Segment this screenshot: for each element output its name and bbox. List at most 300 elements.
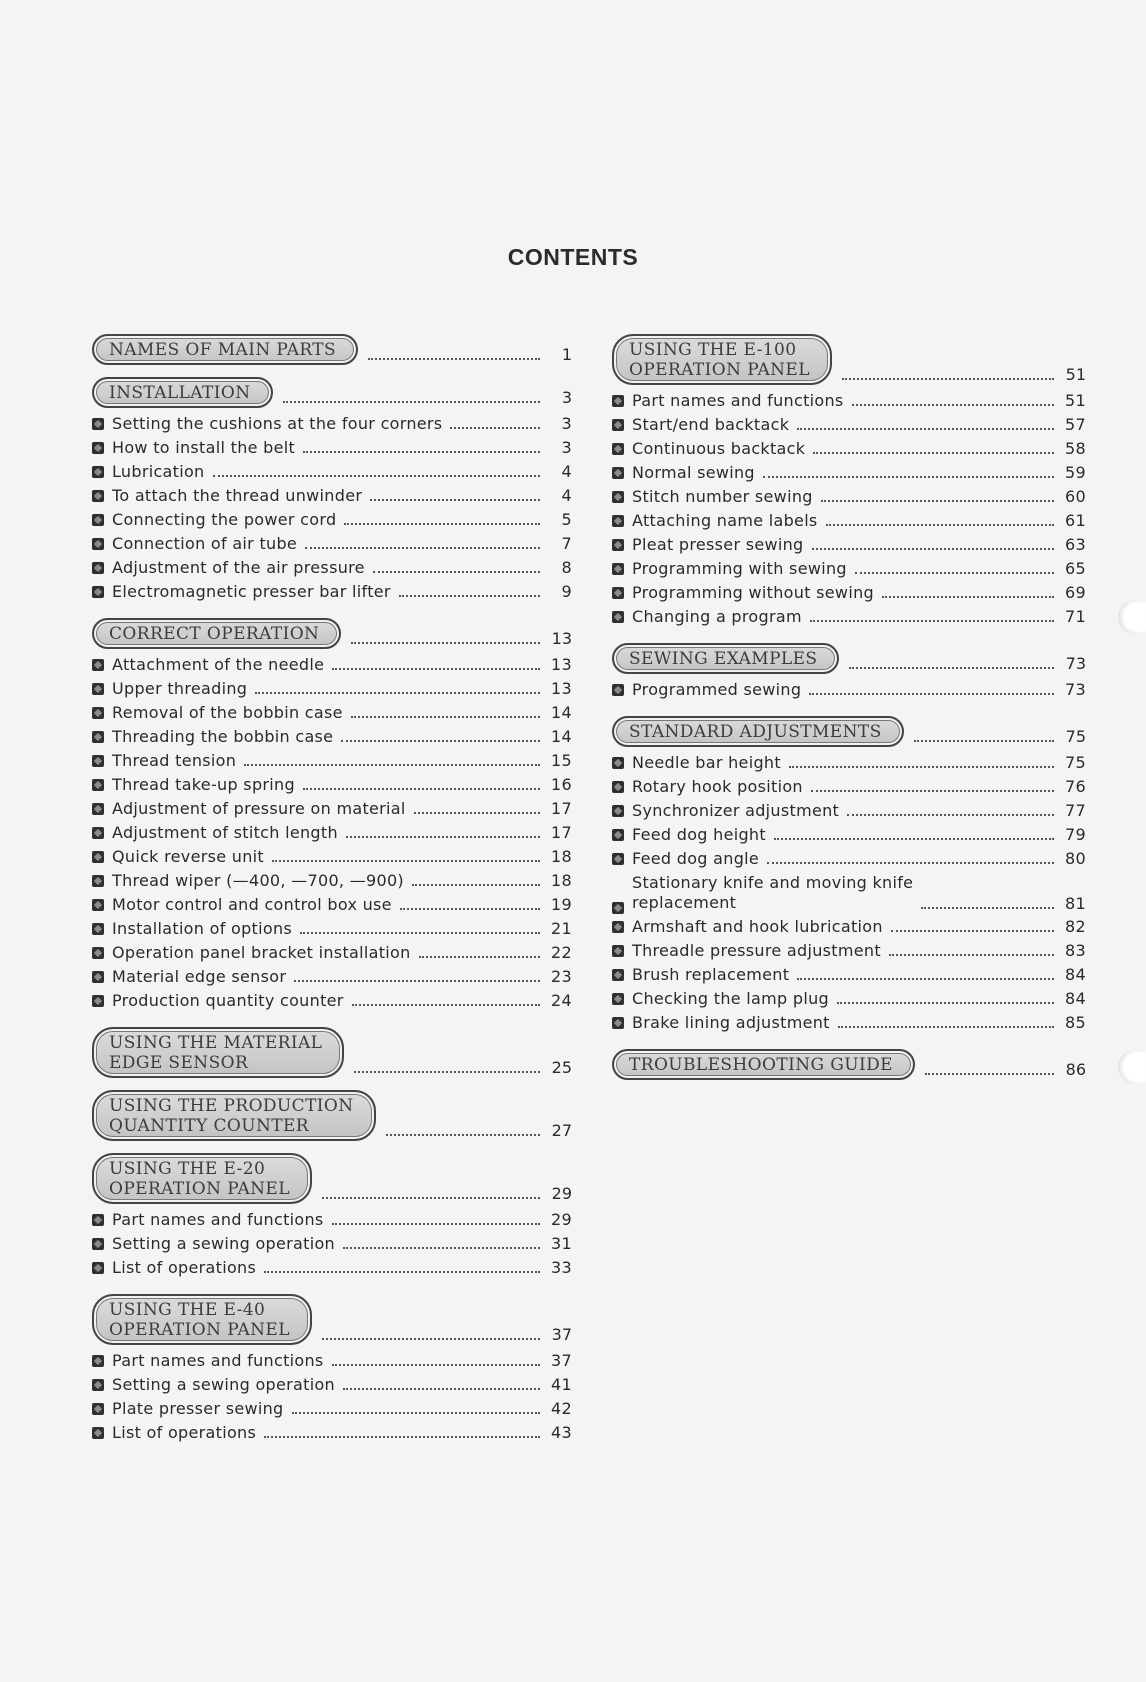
entry-page-number: 60: [1065, 487, 1086, 506]
section-title-banner: SEWING EXAMPLES: [612, 643, 839, 674]
bullet-icon: [612, 467, 624, 479]
entry-page-number: 33: [551, 1258, 572, 1277]
toc-entry[interactable]: [612, 777, 1086, 801]
dot-leader: [303, 788, 540, 790]
entry-page-number: 69: [1065, 583, 1086, 602]
section-title-banner: INSTALLATION: [92, 377, 273, 408]
bullet-icon: [92, 1403, 104, 1415]
entry-page-number: 23: [551, 967, 572, 986]
entry-label: Adjustment of pressure on material: [112, 799, 406, 818]
dot-leader: [400, 908, 540, 910]
section-page-number: 27: [551, 1121, 572, 1140]
dot-leader: [305, 547, 540, 549]
bullet-icon: [612, 419, 624, 431]
entry-page-number: 58: [1065, 439, 1086, 458]
entry-page-number: 8: [561, 558, 572, 577]
toc-entry[interactable]: [612, 917, 1086, 941]
entry-page-number: 4: [561, 486, 572, 505]
section-heading[interactable]: [612, 643, 1086, 674]
entry-page-number: 73: [1065, 680, 1086, 699]
entry-page-number: 19: [551, 895, 572, 914]
bullet-icon: [92, 514, 104, 526]
entry-page-number: 43: [551, 1423, 572, 1442]
entry-page-number: 71: [1065, 607, 1086, 626]
section-title-banner: TROUBLESHOOTING GUIDE: [612, 1049, 915, 1080]
dot-leader: [264, 1436, 540, 1438]
bullet-icon: [92, 538, 104, 550]
entry-label: Installation of options: [112, 919, 293, 938]
toc-section: [612, 643, 1086, 704]
bullet-icon: [612, 1017, 624, 1029]
entry-page-number: 63: [1065, 535, 1086, 554]
bullet-icon: [92, 971, 104, 983]
dot-leader: [797, 428, 1054, 430]
dot-leader: [399, 595, 540, 597]
entry-page-number: 17: [551, 823, 572, 842]
dot-leader: [812, 548, 1054, 550]
entry-page-number: 59: [1065, 463, 1086, 482]
section-heading[interactable]: [92, 618, 572, 649]
section-page-number: 75: [1065, 727, 1086, 746]
entry-page-number: 80: [1065, 849, 1086, 868]
entry-label: Attaching name labels: [632, 511, 818, 530]
entry-label: Checking the lamp plug: [632, 989, 829, 1008]
section-title-banner: USING THE E-40 OPERATION PANEL: [92, 1294, 312, 1345]
entry-page-number: 3: [561, 414, 572, 433]
dot-leader: [767, 862, 1054, 864]
entry-label: Continuous backtack: [632, 439, 806, 458]
bullet-icon: [612, 395, 624, 407]
entry-page-number: 57: [1065, 415, 1086, 434]
dot-leader: [343, 1247, 540, 1249]
toc-entry[interactable]: [92, 775, 572, 799]
dot-leader: [810, 620, 1054, 622]
bullet-icon: [92, 827, 104, 839]
entry-label: Lubrication: [112, 462, 205, 481]
dot-leader: [797, 978, 1054, 980]
section-heading[interactable]: [92, 334, 572, 365]
toc-entry[interactable]: [612, 801, 1086, 825]
toc-entry[interactable]: [612, 607, 1086, 631]
toc-section: [92, 334, 572, 365]
dot-leader: [811, 790, 1054, 792]
entry-label: List of operations: [112, 1423, 257, 1442]
entry-page-number: 61: [1065, 511, 1086, 530]
entry-label: Motor control and control box use: [112, 895, 392, 914]
bullet-icon: [92, 995, 104, 1007]
section-page-number: 1: [561, 345, 572, 364]
entry-page-number: 14: [551, 727, 572, 746]
toc-entry[interactable]: [92, 558, 572, 582]
toc-section: [612, 334, 1086, 631]
dot-leader: [813, 452, 1054, 454]
toc-entry[interactable]: [92, 486, 572, 510]
bullet-icon: [612, 515, 624, 527]
section-heading[interactable]: [92, 1153, 572, 1204]
toc-entry[interactable]: [92, 438, 572, 462]
dot-leader: [373, 571, 540, 573]
entry-label: Material edge sensor: [112, 967, 287, 986]
toc-entry[interactable]: [92, 847, 572, 871]
toc-entry[interactable]: [92, 1210, 572, 1234]
toc-entry[interactable]: [92, 534, 572, 558]
dot-leader: [882, 596, 1054, 598]
entry-page-number: 4: [561, 462, 572, 481]
toc-entry[interactable]: [92, 462, 572, 486]
toc-entry[interactable]: [92, 1423, 572, 1447]
entry-label: Needle bar height: [632, 753, 781, 772]
entry-label: Pleat presser sewing: [632, 535, 804, 554]
section-title-banner: USING THE PRODUCTION QUANTITY COUNTER: [92, 1090, 376, 1141]
dot-leader: [914, 739, 1054, 742]
dot-leader: [849, 666, 1054, 669]
entry-label: Part names and functions: [112, 1351, 324, 1370]
dot-leader: [244, 764, 540, 766]
bullet-icon: [612, 757, 624, 769]
entry-list: [92, 1351, 572, 1447]
toc-section: [92, 1294, 572, 1447]
entry-label: Rotary hook position: [632, 777, 803, 796]
entry-label: Upper threading: [112, 679, 248, 698]
entry-page-number: 76: [1065, 777, 1086, 796]
bullet-icon: [92, 875, 104, 887]
dot-leader: [847, 814, 1054, 816]
entry-page-number: 5: [561, 510, 572, 529]
toc-entry[interactable]: [612, 965, 1086, 989]
toc-entry[interactable]: [92, 895, 572, 919]
toc-entry[interactable]: [92, 414, 572, 438]
section-page-number: 25: [551, 1058, 572, 1077]
dot-leader: [855, 572, 1054, 574]
bullet-icon: [612, 853, 624, 865]
dot-leader: [842, 377, 1054, 380]
entry-page-number: 15: [551, 751, 572, 770]
entry-label: Part names and functions: [632, 391, 844, 410]
dot-leader: [264, 1271, 540, 1273]
toc-entry[interactable]: [92, 991, 572, 1015]
bullet-icon: [612, 921, 624, 933]
bullet-icon: [92, 707, 104, 719]
bullet-icon: [92, 659, 104, 671]
dot-leader: [891, 930, 1054, 932]
toc-entry[interactable]: [92, 1399, 572, 1423]
bullet-icon: [92, 947, 104, 959]
entry-page-number: 31: [551, 1234, 572, 1253]
section-title-banner: USING THE E-100 OPERATION PANEL: [612, 334, 832, 385]
dot-leader: [921, 907, 1054, 909]
dot-leader: [852, 404, 1054, 406]
dot-leader: [354, 1070, 540, 1073]
entry-label: Adjustment of the air pressure: [112, 558, 365, 577]
entry-page-number: 77: [1065, 801, 1086, 820]
bullet-icon: [92, 586, 104, 598]
dot-leader: [292, 1412, 540, 1414]
entry-label: Thread wiper (—400, —700, —900): [112, 871, 404, 890]
toc-entry[interactable]: [92, 1375, 572, 1399]
toc-section: [92, 618, 572, 1015]
section-title-banner: NAMES OF MAIN PARTS: [92, 334, 358, 365]
section-heading[interactable]: [612, 334, 1086, 385]
entry-page-number: 79: [1065, 825, 1086, 844]
toc-entry[interactable]: [92, 823, 572, 847]
entry-page-number: 16: [551, 775, 572, 794]
toc-entry[interactable]: [92, 655, 572, 679]
toc-section: [92, 1153, 572, 1282]
toc-entry[interactable]: [612, 439, 1086, 463]
entry-label: Programming with sewing: [632, 559, 847, 578]
contents-right-column: [612, 334, 1086, 1092]
toc-entry[interactable]: [612, 849, 1086, 873]
section-page-number: 51: [1065, 365, 1086, 384]
bullet-icon: [612, 945, 624, 957]
toc-entry[interactable]: [92, 679, 572, 703]
dot-leader: [351, 716, 540, 718]
toc-entry[interactable]: [612, 559, 1086, 583]
toc-entry[interactable]: [612, 415, 1086, 439]
entry-page-number: 29: [551, 1210, 572, 1229]
bullet-icon: [92, 1238, 104, 1250]
entry-label: Start/end backtack: [632, 415, 790, 434]
bullet-icon: [612, 563, 624, 575]
bullet-icon: [92, 490, 104, 502]
entry-label: Setting a sewing operation: [112, 1234, 335, 1253]
toc-entry[interactable]: [92, 1351, 572, 1375]
bullet-icon: [612, 969, 624, 981]
dot-leader: [352, 1004, 540, 1006]
bullet-icon: [92, 1262, 104, 1274]
dot-leader: [809, 693, 1054, 695]
section-title-banner: STANDARD ADJUSTMENTS: [612, 716, 904, 747]
toc-entry[interactable]: [92, 703, 572, 727]
dot-leader: [450, 427, 540, 429]
entry-list: [612, 680, 1086, 704]
entry-label: Synchronizer adjustment: [632, 801, 840, 820]
toc-entry[interactable]: [92, 943, 572, 967]
section-heading[interactable]: [92, 377, 572, 408]
entry-page-number: 21: [551, 919, 572, 938]
entry-label: Setting the cushions at the four corners: [112, 414, 443, 433]
bullet-icon: [92, 755, 104, 767]
section-heading[interactable]: [612, 1049, 1086, 1080]
section-heading[interactable]: [92, 1090, 572, 1141]
entry-page-number: 85: [1065, 1013, 1086, 1032]
entry-label: List of operations: [112, 1258, 257, 1277]
entry-page-number: 81: [1065, 894, 1086, 913]
section-page-number: 37: [551, 1325, 572, 1344]
dot-leader: [370, 499, 540, 501]
entry-label: Thread tension: [112, 751, 237, 770]
bullet-icon: [612, 443, 624, 455]
bullet-icon: [92, 731, 104, 743]
entry-page-number: 37: [551, 1351, 572, 1370]
toc-entry[interactable]: [612, 535, 1086, 559]
section-page-number: 3: [561, 388, 572, 407]
entry-label: To attach the thread unwinder: [112, 486, 363, 505]
section-heading[interactable]: [612, 716, 1086, 747]
toc-entry[interactable]: [612, 511, 1086, 535]
entry-list: [92, 414, 572, 606]
entry-label: Connection of air tube: [112, 534, 298, 553]
dot-leader: [763, 476, 1054, 478]
toc-entry[interactable]: [92, 751, 572, 775]
bullet-icon: [612, 684, 624, 696]
dot-leader: [344, 523, 540, 525]
entry-page-number: 75: [1065, 753, 1086, 772]
entry-label: Part names and functions: [112, 1210, 324, 1229]
bullet-icon: [92, 562, 104, 574]
entry-label: Brush replacement: [632, 965, 790, 984]
dot-leader: [332, 668, 540, 670]
toc-section: [612, 1049, 1086, 1080]
toc-section: [92, 377, 572, 606]
entry-label: Attachment of the needle: [112, 655, 325, 674]
entry-label: Adjustment of stitch length: [112, 823, 338, 842]
entry-label: Threadle pressure adjustment: [632, 941, 881, 960]
punch-hole: [1118, 1050, 1146, 1084]
entry-page-number: 9: [561, 582, 572, 601]
section-heading[interactable]: [92, 1294, 572, 1345]
dot-leader: [322, 1337, 540, 1340]
toc-entry[interactable]: [612, 680, 1086, 704]
toc-section: [612, 716, 1086, 1037]
dot-leader: [826, 524, 1054, 526]
dot-leader: [343, 1388, 540, 1390]
toc-entry[interactable]: [92, 1258, 572, 1282]
toc-entry[interactable]: [612, 583, 1086, 607]
toc-entry[interactable]: [92, 919, 572, 943]
bullet-icon: [92, 1427, 104, 1439]
toc-entry[interactable]: [92, 871, 572, 895]
contents-left-column: [92, 334, 572, 1459]
entry-page-number: 84: [1065, 989, 1086, 1008]
entry-label: How to install the belt: [112, 438, 296, 457]
bullet-icon: [612, 539, 624, 551]
bullet-icon: [612, 587, 624, 599]
toc-entry[interactable]: [612, 873, 1086, 917]
toc-entry[interactable]: [612, 1013, 1086, 1037]
section-page-number: 13: [551, 629, 572, 648]
entry-list: [612, 753, 1086, 1037]
entry-label: Thread take-up spring: [112, 775, 295, 794]
dot-leader: [774, 838, 1054, 840]
entry-label: Setting a sewing operation: [112, 1375, 335, 1394]
entry-label: Connecting the power cord: [112, 510, 337, 529]
section-title-banner: USING THE E-20 OPERATION PANEL: [92, 1153, 312, 1204]
dot-leader: [300, 932, 540, 934]
punch-hole: [1118, 600, 1146, 634]
dot-leader: [213, 475, 540, 477]
entry-label: Stitch number sewing: [632, 487, 813, 506]
dot-leader: [332, 1223, 540, 1225]
dot-leader: [821, 500, 1054, 502]
bullet-icon: [92, 442, 104, 454]
bullet-icon: [92, 803, 104, 815]
bullet-icon: [92, 1355, 104, 1367]
dot-leader: [837, 1002, 1054, 1004]
entry-page-number: 7: [561, 534, 572, 553]
bullet-icon: [612, 805, 624, 817]
entry-page-number: 84: [1065, 965, 1086, 984]
entry-label: Armshaft and hook lubrication: [632, 917, 883, 936]
dot-leader: [368, 357, 540, 360]
dot-leader: [272, 860, 540, 862]
entry-label: Removal of the bobbin case: [112, 703, 343, 722]
entry-page-number: 13: [551, 679, 572, 698]
section-page-number: 29: [551, 1184, 572, 1203]
entry-page-number: 14: [551, 703, 572, 722]
toc-entry[interactable]: [612, 487, 1086, 511]
toc-section: [92, 1027, 572, 1078]
bullet-icon: [92, 851, 104, 863]
section-heading[interactable]: [92, 1027, 572, 1078]
toc-entry[interactable]: [612, 753, 1086, 777]
dot-leader: [283, 400, 540, 403]
entry-list: [92, 655, 572, 1015]
toc-entry[interactable]: [92, 799, 572, 823]
entry-label: Feed dog height: [632, 825, 766, 844]
bullet-icon: [92, 466, 104, 478]
dot-leader: [889, 954, 1054, 956]
entry-page-number: 3: [561, 438, 572, 457]
dot-leader: [414, 812, 540, 814]
entry-page-number: 83: [1065, 941, 1086, 960]
dot-leader: [789, 766, 1054, 768]
toc-entry[interactable]: [92, 510, 572, 534]
entry-label: Plate presser sewing: [112, 1399, 284, 1418]
entry-label: Threading the bobbin case: [112, 727, 334, 746]
entry-page-number: 82: [1065, 917, 1086, 936]
bullet-icon: [92, 1214, 104, 1226]
toc-entry[interactable]: [92, 967, 572, 991]
entry-page-number: 22: [551, 943, 572, 962]
entry-label: Operation panel bracket installation: [112, 943, 411, 962]
dot-leader: [419, 956, 540, 958]
toc-section: [92, 1090, 572, 1141]
entry-label: Brake lining adjustment: [632, 1013, 830, 1032]
bullet-icon: [612, 829, 624, 841]
bullet-icon: [92, 923, 104, 935]
entry-label: Production quantity counter: [112, 991, 344, 1010]
entry-page-number: 51: [1065, 391, 1086, 410]
dot-leader: [925, 1072, 1054, 1075]
entry-list: [92, 1210, 572, 1282]
dot-leader: [255, 692, 540, 694]
dot-leader: [386, 1133, 540, 1136]
dot-leader: [838, 1026, 1054, 1028]
toc-entry[interactable]: [612, 463, 1086, 487]
bullet-icon: [612, 491, 624, 503]
bullet-icon: [612, 902, 624, 914]
section-page-number: 86: [1065, 1060, 1086, 1079]
entry-label: Programming without sewing: [632, 583, 874, 602]
entry-label: Changing a program: [632, 607, 802, 626]
entry-page-number: 65: [1065, 559, 1086, 578]
toc-entry[interactable]: [612, 989, 1086, 1013]
bullet-icon: [612, 993, 624, 1005]
toc-entry[interactable]: [92, 582, 572, 606]
toc-entry[interactable]: [92, 1234, 572, 1258]
bullet-icon: [92, 683, 104, 695]
toc-entry[interactable]: [612, 825, 1086, 849]
bullet-icon: [92, 1379, 104, 1391]
entry-list: [612, 391, 1086, 631]
toc-entry[interactable]: [612, 391, 1086, 415]
dot-leader: [332, 1364, 540, 1366]
toc-entry[interactable]: [612, 941, 1086, 965]
entry-label: Stationary knife and moving knife replacement: [632, 873, 914, 912]
toc-entry[interactable]: [92, 727, 572, 751]
dot-leader: [322, 1196, 540, 1199]
